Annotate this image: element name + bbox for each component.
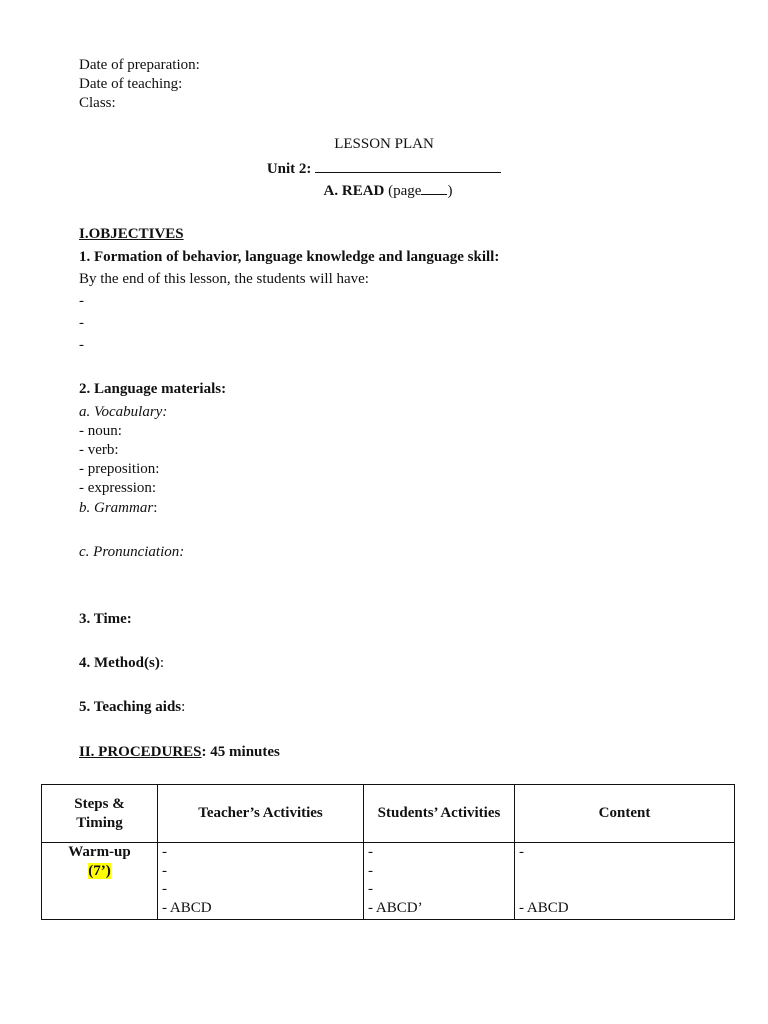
- vocab-item: - noun:: [79, 423, 122, 439]
- page-suffix: ): [447, 183, 453, 199]
- content-item: -: [519, 844, 524, 860]
- unit-line: [0, 159, 768, 178]
- teacher-activity: -: [162, 881, 167, 897]
- objectives-subheading: 1. Formation of behavior, language knowledge and language skill:: [79, 249, 500, 265]
- objectives-intro: By the end of this lesson, the students will have:: [79, 271, 369, 287]
- header-students-activities: Students’ Activities: [364, 785, 515, 843]
- materials-heading: 2. Language materials:: [79, 381, 227, 397]
- vocabulary-label: a. Vocabulary:: [79, 404, 168, 420]
- procedures-table: [41, 784, 735, 920]
- content-item: [519, 880, 730, 899]
- teaching-aids-line: [79, 698, 185, 716]
- header-steps-timing: Steps & Timing: [42, 785, 158, 843]
- teacher-activity: -: [162, 844, 167, 860]
- table-header-row: [42, 785, 735, 843]
- grammar-label: b. Grammar: [79, 500, 154, 516]
- objective-bullet: -: [79, 293, 84, 309]
- page-blank: [421, 181, 447, 195]
- student-activity: -: [368, 844, 373, 860]
- class-label: Class:: [79, 95, 116, 111]
- student-activity: - ABCD’: [368, 899, 423, 916]
- vocab-item: - preposition:: [79, 461, 160, 477]
- method-label: 4. Method(s): [79, 655, 160, 671]
- step-cell: [42, 843, 158, 920]
- date-of-teaching-label: Date of teaching:: [79, 76, 183, 92]
- vocab-item: - verb:: [79, 442, 119, 458]
- header-teacher-activities: Teacher’s Activities: [158, 785, 364, 843]
- procedures-duration: : 45 minutes: [201, 744, 280, 760]
- vocab-item: - expression:: [79, 480, 157, 496]
- read-label: A. READ: [323, 183, 385, 199]
- pronunciation-label: c. Pronunciation:: [79, 544, 185, 560]
- header-content: Content: [515, 785, 735, 843]
- content-item: - ABCD: [519, 899, 569, 916]
- content-cell: [515, 843, 735, 920]
- objectives-heading: I.OBJECTIVES: [79, 226, 184, 242]
- teacher-activity: -: [162, 862, 167, 879]
- procedures-heading: [79, 743, 280, 761]
- objective-bullet: -: [79, 337, 84, 353]
- objective-bullet: -: [79, 315, 84, 331]
- read-line: [0, 181, 768, 200]
- method-line: [79, 654, 164, 672]
- step-timing: (7’): [88, 862, 111, 879]
- procedures-label: II. PROCEDURES: [79, 744, 202, 760]
- table-row: [42, 843, 735, 920]
- time-label: 3. Time:: [79, 611, 132, 627]
- students-activities-cell: [364, 843, 515, 920]
- student-activity: -: [368, 881, 373, 897]
- lesson-plan-title: LESSON PLAN: [334, 136, 434, 152]
- teaching-aids-colon: :: [181, 699, 186, 715]
- content-item: [519, 862, 730, 881]
- student-activity: -: [368, 862, 373, 879]
- unit-label: Unit 2:: [266, 161, 312, 177]
- teaching-aids-label: 5. Teaching aids: [79, 699, 182, 715]
- method-colon: :: [159, 655, 164, 671]
- grammar-line: [79, 499, 157, 517]
- date-of-preparation-label: Date of preparation:: [79, 57, 200, 73]
- grammar-colon: :: [153, 500, 158, 516]
- unit-blank: [315, 159, 501, 173]
- step-name: Warm-up: [68, 844, 131, 860]
- teacher-activities-cell: [158, 843, 364, 920]
- teacher-activity: - ABCD: [162, 899, 212, 916]
- page-prefix: (page: [388, 183, 422, 199]
